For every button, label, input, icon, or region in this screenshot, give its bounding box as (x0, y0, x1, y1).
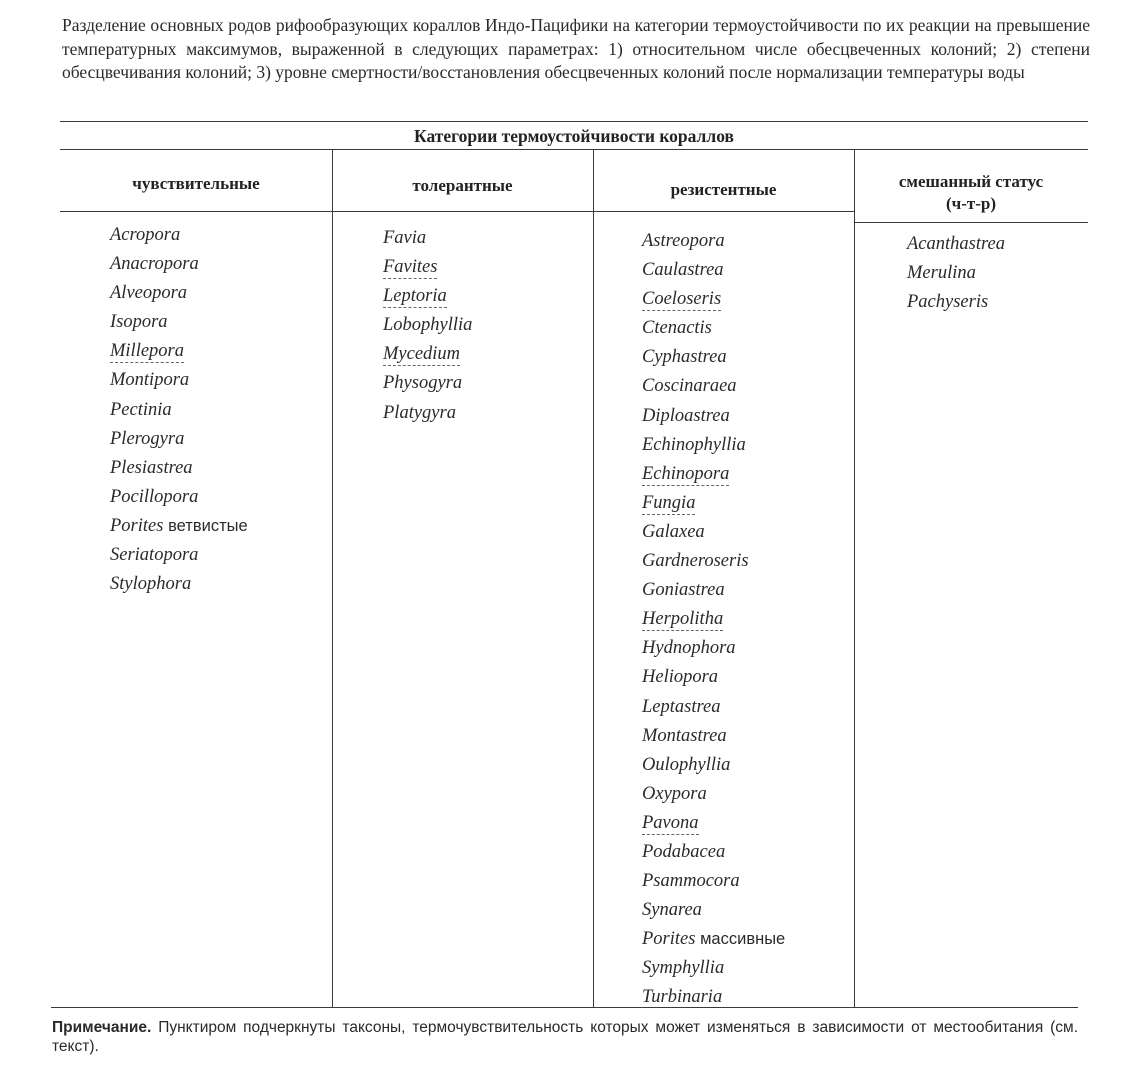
genus-name: Heliopora (642, 667, 719, 688)
column-header-mixed-line1: смешанный статус (898, 172, 1044, 191)
genus-item (110, 454, 248, 483)
genus-item (383, 224, 472, 253)
genus-name: Favia (383, 228, 427, 248)
genus-name: Coeloseris (642, 289, 722, 310)
genus-name: Isopora (110, 312, 168, 333)
genus-name: Porites (642, 929, 696, 950)
genus-item (383, 340, 472, 369)
note-text: Пунктиром подчеркнуты таксоны, термочувствительность которых может изменяться в зависимости от местообитания (см. текст). (52, 1019, 1078, 1055)
genus-list-sensitive (110, 221, 248, 599)
genus-name: Echinopora (642, 463, 730, 484)
column-divider-1 (332, 149, 333, 1007)
genus-name: Symphyllia (642, 958, 725, 979)
genus-name: Caulastrea (642, 260, 724, 281)
genus-item (110, 308, 248, 337)
table-top-rule (60, 121, 1088, 122)
genus-item (907, 259, 1005, 288)
genus-name: Pavona (642, 812, 699, 833)
genus-name: Psammocora (642, 871, 740, 892)
genus-name: Cyphastrea (642, 347, 727, 368)
genus-item (110, 483, 248, 512)
genus-name: Platygyra (383, 402, 456, 423)
genus-item (110, 250, 248, 279)
column-header-resistant: резистентные (670, 180, 777, 199)
genus-name: Gardneroseris (642, 551, 749, 572)
genus-item (907, 288, 1005, 317)
genus-item (110, 221, 248, 250)
genus-item (642, 867, 785, 896)
genus-name: Plesiastrea (110, 457, 193, 478)
genus-name: Turbinaria (642, 987, 723, 1008)
header-rule-right (854, 222, 1088, 223)
genus-name: Galaxea (642, 521, 705, 542)
genus-item (110, 541, 248, 570)
genus-name: Lobophyllia (383, 315, 473, 336)
genus-item (907, 230, 1005, 259)
genus-list-resistant (642, 227, 785, 1013)
genus-item (383, 311, 472, 340)
genus-name: Echinophyllia (642, 434, 746, 455)
genus-name: Leptastrea (642, 696, 721, 717)
genus-item (110, 425, 248, 454)
column-header-tolerant: толерантные (412, 176, 513, 195)
table-super-header: Категории термоустойчивости кораллов (414, 126, 734, 146)
genus-name: Plerogyra (110, 428, 185, 449)
genus-item (642, 518, 785, 547)
genus-item (642, 722, 785, 751)
genus-name: Pocillopora (110, 486, 199, 507)
genus-name: Mycedium (383, 344, 461, 365)
genus-item (642, 547, 785, 576)
genus-item (642, 227, 785, 256)
genus-item (642, 256, 785, 285)
genus-item (642, 460, 785, 489)
genus-item (642, 896, 785, 925)
genus-form-qualifier: ветвистые (168, 516, 248, 535)
super-header-rule (60, 149, 1088, 150)
genus-item (642, 576, 785, 605)
genus-name: Coscinaraea (642, 376, 737, 397)
genus-item (642, 431, 785, 460)
genus-name: Porites (110, 515, 164, 536)
genus-name: Favites (383, 257, 438, 278)
genus-item (383, 253, 472, 282)
genus-item (642, 925, 785, 954)
genus-name: Fungia (642, 492, 696, 513)
genus-item (642, 402, 785, 431)
genus-name: Montipora (110, 370, 190, 391)
genus-name: Acanthastrea (907, 234, 1005, 254)
table-bottom-rule (51, 1007, 1078, 1008)
column-header-sensitive: чувствительные (132, 174, 260, 193)
genus-item (110, 366, 248, 395)
genus-name: Seriatopora (110, 545, 199, 566)
genus-item (642, 663, 785, 692)
genus-name: Stylophora (110, 574, 192, 595)
column-divider-2 (593, 149, 594, 1007)
genus-item (110, 570, 248, 599)
genus-list-tolerant (383, 224, 472, 428)
column-header-mixed-line2: (ч-т-р) (945, 194, 997, 213)
genus-name: Merulina (907, 263, 976, 284)
genus-name: Pachyseris (907, 292, 989, 313)
genus-name: Anacropora (110, 254, 199, 275)
genus-item (383, 399, 472, 428)
genus-name: Herpolitha (642, 609, 724, 630)
table-note (52, 1018, 1078, 1056)
genus-item (110, 337, 248, 366)
column-header-mixed (854, 171, 1088, 215)
table-caption: Разделение основных родов рифообразующих кораллов Индо-Пацифики на категории термоустойчивости по их реакции на превышение температурных максимумов, выраженной в следующих параметрах: 1) относительном числе обесцвеченных колоний; 2) степени обесцвечивания колоний; 3) уровне смертности/восстановления обесцвеченных колоний после нормализации температуры воды (62, 15, 1090, 82)
genus-item (642, 693, 785, 722)
genus-name: Alveopora (110, 283, 188, 304)
column-divider-3 (854, 149, 855, 1007)
genus-name: Diploastrea (642, 405, 730, 426)
genus-item (642, 605, 785, 634)
genus-name: Synarea (642, 900, 702, 921)
genus-item (642, 838, 785, 867)
genus-item (642, 809, 785, 838)
note-label: Примечание. (52, 1019, 152, 1036)
genus-name: Goniastrea (642, 580, 725, 601)
genus-form-qualifier: массивные (700, 930, 786, 949)
genus-name: Hydnophora (642, 638, 736, 659)
genus-item (110, 279, 248, 308)
genus-name: Oulophyllia (642, 754, 731, 775)
genus-item (642, 954, 785, 983)
genus-name: Oxypora (642, 783, 707, 804)
genus-item (642, 634, 785, 663)
genus-name: Millepora (110, 341, 184, 362)
genus-item (642, 372, 785, 401)
genus-name: Leptoria (383, 286, 447, 307)
genus-item (642, 489, 785, 518)
genus-name: Astreopora (642, 231, 725, 251)
genus-item (383, 282, 472, 311)
genus-item (110, 512, 248, 541)
header-rule-left (60, 211, 854, 212)
genus-list-mixed (907, 230, 1005, 317)
genus-name: Physogyra (383, 373, 463, 394)
genus-item (642, 751, 785, 780)
genus-item (642, 780, 785, 809)
genus-item (642, 343, 785, 372)
genus-item (642, 314, 785, 343)
genus-item (642, 285, 785, 314)
genus-item (110, 396, 248, 425)
genus-item (642, 983, 785, 1012)
genus-name: Acropora (110, 225, 181, 245)
genus-name: Pectinia (110, 399, 172, 420)
genus-name: Montastrea (642, 725, 727, 746)
genus-name: Podabacea (642, 841, 726, 862)
genus-name: Ctenactis (642, 318, 712, 339)
genus-item (383, 369, 472, 398)
